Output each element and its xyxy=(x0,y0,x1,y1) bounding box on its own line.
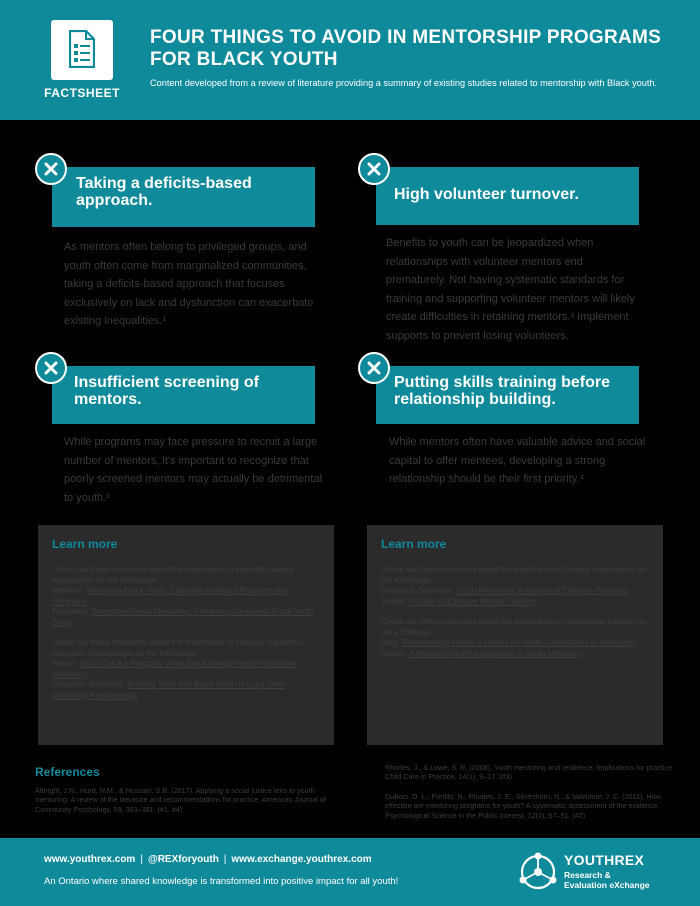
resource-link[interactable]: Strengths-Based Mentoring: Reframing the Assets Black Youth Bring xyxy=(52,607,314,627)
learn-more-text: Check out these resources about the importance of mentor competency on the eXchange. xyxy=(381,565,647,585)
logo-subtitle xyxy=(564,870,650,890)
page-subtitle: Content developed from a review of literature providing a summary of existing studies related to mentorship with Black youth. xyxy=(150,78,658,88)
learn-more-paragraph xyxy=(52,638,320,701)
item-3-body: While programs may face pressure to recruit a large number of mentors, it's important to recognize that poorly screened mentors may actually be detrimental to youth.² xyxy=(64,436,323,504)
document-icon xyxy=(51,20,113,80)
item-1-title: Taking a deficits-based approach. xyxy=(52,167,315,227)
youthrex-logo xyxy=(516,850,676,896)
reference-entry: Rhodes, J., & Lowe, S. R. (2008). Youth mentoring and resilience: Implications for practice. Child Care in Practice, 14(1), 9–17. (#3) xyxy=(385,763,674,782)
link-prefix: Report: xyxy=(381,648,408,658)
logo-line: Research & xyxy=(564,870,611,880)
page-title: FOUR THINGS TO AVOID IN MENTORSHIP PROGRAMS FOR BLACK YOUTH xyxy=(150,27,662,70)
learn-more-text: Check out these resources about the importance of creating supportive, long-term relationships on the eXchange. xyxy=(52,638,306,658)
x-icon xyxy=(35,352,67,384)
logo-line: Evaluation eXchange xyxy=(564,880,650,890)
resource-link[interactable]: A Guide to Effective Mentor Training xyxy=(407,596,536,606)
item-3-title: Insufficient screening of mentors. xyxy=(52,366,315,424)
resource-link[interactable]: Relationships Matter: Lessons on Youth Connections in Mentoring xyxy=(401,638,635,647)
resource-link[interactable]: A Relationship-First Approach to Youth Mentoring xyxy=(409,648,584,658)
footer-links: www.youthrex.com | @REXforyouth | www.exchange.youthrex.com xyxy=(44,854,372,865)
twitter-link[interactable]: @REXforyouth xyxy=(147,854,219,865)
item-2-body: Benefits to youth can be jeopardized when relationships with volunteer mentors end prematurely. Not having systematic standards for training and supporting volunteer mentors will likely create difficulties in retaining mentors.³ Implement supports to prevent losing volunteers. xyxy=(386,237,635,342)
learn-more-text: Check out these resources about the importance of relationship building on the eXchange. xyxy=(381,617,647,637)
learn-more-paragraph xyxy=(381,617,649,659)
reference-entry: DuBois, D. L., Portillo, N., Rhodes, J. E., Silverthorn, N., & Valentine, J. C. (2011). How effective are mentoring programs for youth? A systematic assessment of the evidence. Psychological Science in the Public Interest, 12(2), 57–91. (#2) xyxy=(385,792,661,820)
item-1-body: As mentors often belong to privileged groups, and youth often come from marginalized communities, taking a deficits-based approach that focuses exclusively on lack and dysfunction can exacerbate existing inequalities.¹ xyxy=(64,241,314,327)
x-icon xyxy=(358,352,390,384)
footer-tagline: An Ontario where shared knowledge is transformed into positive impact for all youth! xyxy=(44,876,399,887)
x-icon xyxy=(35,153,67,185)
resource-link[interactable]: Mentoring Black Youth: Culturally Relevant Practices and Programs xyxy=(52,586,288,606)
logo-name: YOUTHREX xyxy=(564,852,645,868)
link-prefix: Webinar: xyxy=(52,586,84,595)
learn-more-box-right xyxy=(367,525,663,745)
learn-more-paragraph xyxy=(381,565,649,607)
resource-link[interactable]: Building Trust with Black Youth in Long-Term Mentoring Relationships xyxy=(52,680,286,700)
footer-banner xyxy=(0,838,700,906)
website-link[interactable]: www.youthrex.com xyxy=(44,854,136,865)
reference-entry: Albright, J.N., Hurd, N.M., & Hussain, S.B. (2017). Applying a social justice lens to youth mentoring: A review of the literature and recommendations for practice. American Journal of Community Psychology, 59, 363–381. (#1, #4) xyxy=(35,786,326,814)
resource-link[interactable]: Don't Call It a Program: What Black Young People Want from Mentoring xyxy=(52,659,297,679)
resource-link[interactable]: Youth Mentoring: A Review of Effective Practices xyxy=(456,586,629,595)
item-4-body: While mentors often have valuable advice and social capital to offer mentees, developing a strong relationship should be their first priority.⁴ xyxy=(389,436,646,485)
link-prefix: Report: xyxy=(52,659,79,668)
learn-more-box-left xyxy=(38,525,334,745)
link-prefix: Research Summary: xyxy=(52,680,125,689)
learn-more-title: Learn more xyxy=(381,537,447,551)
learn-more-text: Check out these resources about the importance of strengths-based approaches on the eXchange. xyxy=(52,565,294,585)
item-2-title: High volunteer turnover. xyxy=(376,167,639,225)
network-logo-icon xyxy=(516,850,560,894)
link-prefix: Toolkit: xyxy=(381,596,406,606)
exchange-link[interactable]: www.exchange.youthrex.com xyxy=(231,854,372,865)
link-prefix: Factsheet: xyxy=(52,607,90,616)
factsheet-label: FACTSHEET xyxy=(44,86,120,100)
references-title: References xyxy=(35,765,100,779)
learn-more-title: Learn more xyxy=(52,537,118,551)
item-4-title: Putting skills training before relationship building. xyxy=(376,366,639,424)
link-prefix: Blog: xyxy=(381,638,400,647)
link-prefix: Research Summary: xyxy=(381,586,454,595)
learn-more-paragraph xyxy=(52,565,320,628)
header-banner xyxy=(0,0,700,120)
factsheet-badge xyxy=(42,20,122,104)
x-icon xyxy=(358,153,390,185)
